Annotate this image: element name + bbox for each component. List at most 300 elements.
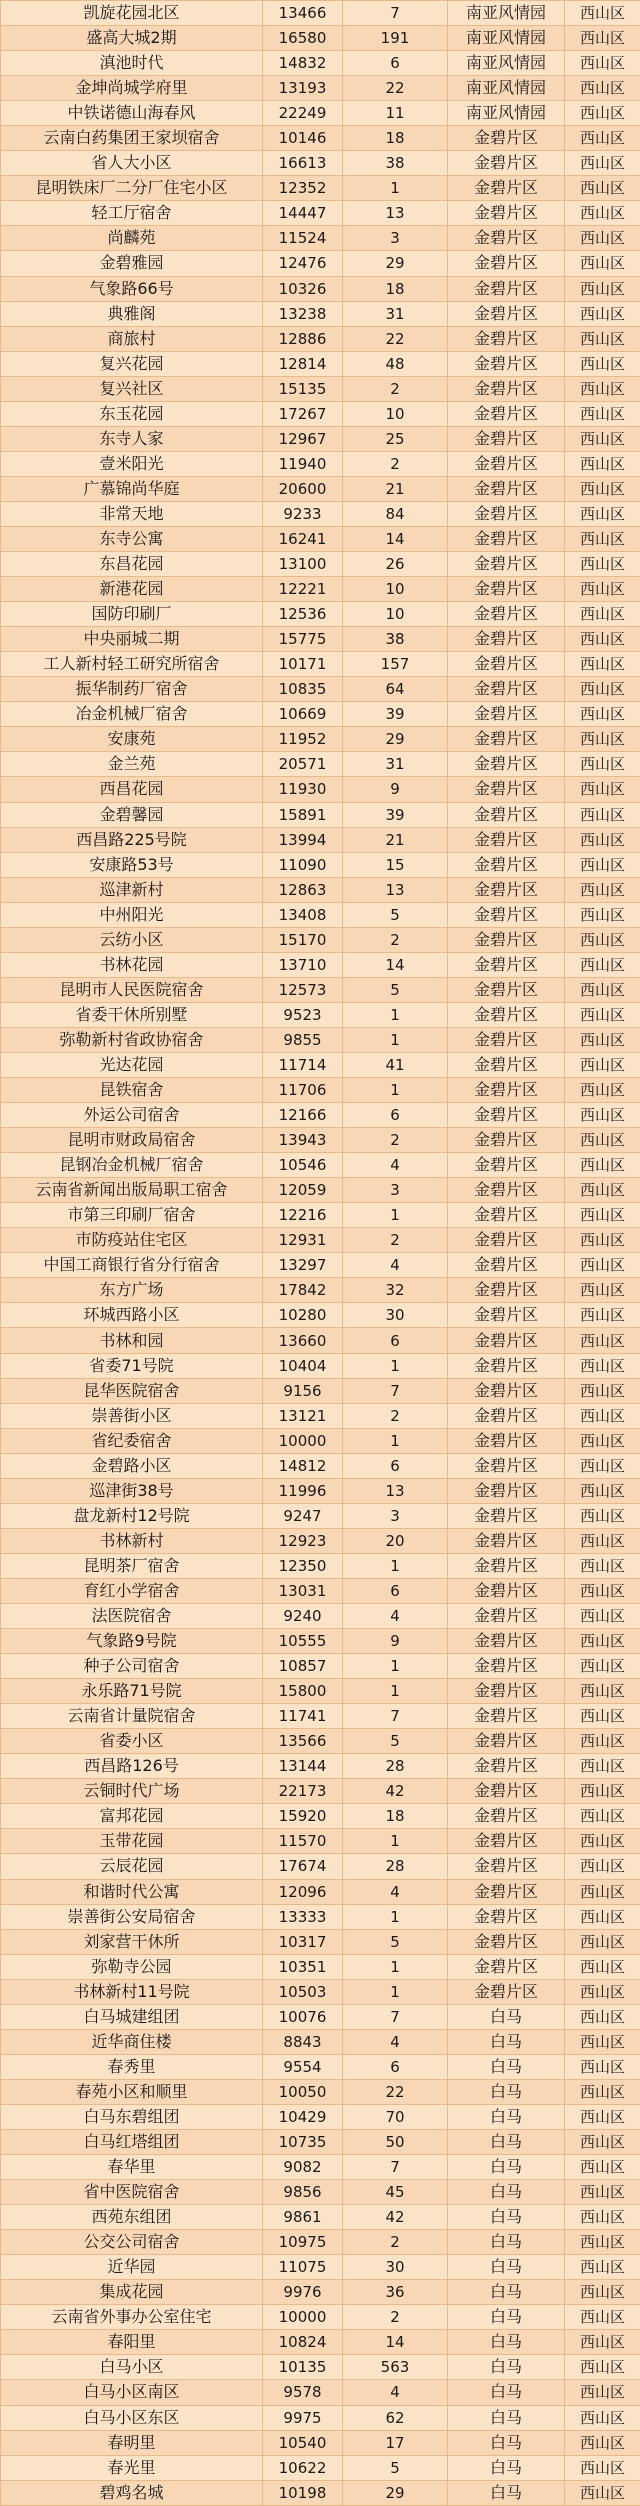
community-name-cell: 复兴花园	[1, 351, 263, 376]
table-row	[1, 727, 640, 752]
area-cell: 南亚风情园	[448, 76, 565, 101]
listing-count-cell: 9	[343, 777, 448, 802]
community-name-cell: 省委小区	[1, 1729, 263, 1754]
listing-count-cell: 5	[343, 2455, 448, 2480]
table-row	[1, 1553, 640, 1578]
community-name-cell: 外运公司宿舍	[1, 1103, 263, 1128]
district-cell: 西山区	[565, 927, 640, 952]
area-cell: 金碧片区	[448, 702, 565, 727]
district-cell: 西山区	[565, 752, 640, 777]
table-row	[1, 76, 640, 101]
listing-count-cell: 2	[343, 927, 448, 952]
listing-count-cell: 31	[343, 301, 448, 326]
community-name-cell: 书林新村11号院	[1, 1979, 263, 2004]
table-row	[1, 176, 640, 201]
area-cell: 金碧片区	[448, 1578, 565, 1603]
area-cell: 南亚风情园	[448, 1, 565, 26]
table-row	[1, 1328, 640, 1353]
listing-count-cell: 7	[343, 2155, 448, 2180]
unit-price-cell: 10835	[263, 677, 343, 702]
area-cell: 金碧片区	[448, 1929, 565, 1954]
district-cell: 西山区	[565, 476, 640, 501]
listing-count-cell: 4	[343, 1604, 448, 1629]
district-cell: 西山区	[565, 1353, 640, 1378]
table-row	[1, 1303, 640, 1328]
listing-count-cell: 3	[343, 1178, 448, 1203]
community-name-cell: 种子公司宿舍	[1, 1654, 263, 1679]
community-name-cell: 书林新村	[1, 1528, 263, 1553]
community-name-cell: 春华里	[1, 2155, 263, 2180]
district-cell: 西山区	[565, 1729, 640, 1754]
unit-price-cell: 10198	[263, 2480, 343, 2505]
listing-count-cell: 70	[343, 2104, 448, 2129]
area-cell: 白马	[448, 2455, 565, 2480]
unit-price-cell: 9578	[263, 2380, 343, 2405]
area-cell: 金碧片区	[448, 1478, 565, 1503]
listing-count-cell: 29	[343, 727, 448, 752]
listing-count-cell: 39	[343, 802, 448, 827]
area-cell: 金碧片区	[448, 351, 565, 376]
community-name-cell: 巡津街38号	[1, 1478, 263, 1503]
community-name-cell: 尚麟苑	[1, 226, 263, 251]
listing-count-cell: 13	[343, 877, 448, 902]
unit-price-cell: 9861	[263, 2205, 343, 2230]
listing-count-cell: 41	[343, 1052, 448, 1077]
area-cell: 金碧片区	[448, 1503, 565, 1528]
district-cell: 西山区	[565, 76, 640, 101]
district-cell: 西山区	[565, 2380, 640, 2405]
district-cell: 西山区	[565, 727, 640, 752]
district-cell: 西山区	[565, 1178, 640, 1203]
district-cell: 西山区	[565, 126, 640, 151]
table-row	[1, 627, 640, 652]
district-cell: 西山区	[565, 2430, 640, 2455]
community-name-cell: 弥勒寺公园	[1, 1954, 263, 1979]
table-row	[1, 927, 640, 952]
listing-count-cell: 18	[343, 276, 448, 301]
area-cell: 金碧片区	[448, 476, 565, 501]
table-row	[1, 1478, 640, 1503]
listing-count-cell: 1	[343, 176, 448, 201]
listing-count-cell: 2	[343, 1228, 448, 1253]
table-row	[1, 2405, 640, 2430]
district-cell: 西山区	[565, 226, 640, 251]
unit-price-cell: 13466	[263, 1, 343, 26]
table-row	[1, 1879, 640, 1904]
unit-price-cell: 11741	[263, 1704, 343, 1729]
listing-count-cell: 6	[343, 1453, 448, 1478]
area-cell: 白马	[448, 2129, 565, 2154]
community-name-cell: 省纪委宿舍	[1, 1428, 263, 1453]
table-row	[1, 1754, 640, 1779]
table-row	[1, 526, 640, 551]
listing-count-cell: 28	[343, 1754, 448, 1779]
unit-price-cell: 13408	[263, 902, 343, 927]
listing-count-cell: 6	[343, 2054, 448, 2079]
community-name-cell: 典雅阁	[1, 301, 263, 326]
unit-price-cell: 11930	[263, 777, 343, 802]
listing-count-cell: 25	[343, 426, 448, 451]
listing-count-cell: 21	[343, 827, 448, 852]
unit-price-cell: 12573	[263, 977, 343, 1002]
table-row	[1, 2230, 640, 2255]
district-cell: 西山区	[565, 351, 640, 376]
community-name-cell: 昆明茶厂宿舍	[1, 1553, 263, 1578]
unit-price-cell: 9233	[263, 501, 343, 526]
unit-price-cell: 10735	[263, 2129, 343, 2154]
unit-price-cell: 12476	[263, 251, 343, 276]
district-cell: 西山区	[565, 2079, 640, 2104]
table-row	[1, 2380, 640, 2405]
area-cell: 金碧片区	[448, 1879, 565, 1904]
district-cell: 西山区	[565, 602, 640, 627]
community-name-cell: 光达花园	[1, 1052, 263, 1077]
listing-count-cell: 5	[343, 977, 448, 1002]
listing-count-cell: 84	[343, 501, 448, 526]
area-cell: 金碧片区	[448, 1253, 565, 1278]
table-body	[1, 1, 640, 2506]
district-cell: 西山区	[565, 677, 640, 702]
community-name-cell: 春明里	[1, 2430, 263, 2455]
listing-count-cell: 48	[343, 351, 448, 376]
district-cell: 西山区	[565, 1103, 640, 1128]
table-row	[1, 1954, 640, 1979]
district-cell: 西山区	[565, 1629, 640, 1654]
table-row	[1, 351, 640, 376]
community-name-cell: 昆钢冶金机械厂宿舍	[1, 1153, 263, 1178]
area-cell: 金碧片区	[448, 1453, 565, 1478]
community-name-cell: 金碧路小区	[1, 1453, 263, 1478]
table-row	[1, 2104, 640, 2129]
district-cell: 西山区	[565, 2029, 640, 2054]
district-cell: 西山区	[565, 1679, 640, 1704]
table-row	[1, 401, 640, 426]
listing-count-cell: 1	[343, 1679, 448, 1704]
area-cell: 金碧片区	[448, 652, 565, 677]
listing-count-cell: 2	[343, 1403, 448, 1428]
district-cell: 西山区	[565, 2129, 640, 2154]
table-row	[1, 2255, 640, 2280]
area-cell: 金碧片区	[448, 777, 565, 802]
area-cell: 金碧片区	[448, 201, 565, 226]
listing-count-cell: 13	[343, 1478, 448, 1503]
district-cell: 西山区	[565, 26, 640, 51]
listing-count-cell: 7	[343, 1378, 448, 1403]
table-row	[1, 752, 640, 777]
community-name-cell: 玉带花园	[1, 1829, 263, 1854]
listing-count-cell: 3	[343, 1503, 448, 1528]
listing-count-cell: 14	[343, 526, 448, 551]
listing-count-cell: 157	[343, 652, 448, 677]
area-cell: 白马	[448, 2155, 565, 2180]
district-cell: 西山区	[565, 1478, 640, 1503]
district-cell: 西山区	[565, 201, 640, 226]
unit-price-cell: 8843	[263, 2029, 343, 2054]
unit-price-cell: 10857	[263, 1654, 343, 1679]
area-cell: 白马	[448, 2104, 565, 2129]
area-cell: 白马	[448, 2054, 565, 2079]
community-name-cell: 气象路9号院	[1, 1629, 263, 1654]
table-row	[1, 301, 640, 326]
district-cell: 西山区	[565, 2180, 640, 2205]
area-cell: 金碧片区	[448, 301, 565, 326]
area-cell: 金碧片区	[448, 1178, 565, 1203]
unit-price-cell: 11706	[263, 1078, 343, 1103]
area-cell: 金碧片区	[448, 852, 565, 877]
table-row	[1, 1428, 640, 1453]
community-name-cell: 国防印刷厂	[1, 602, 263, 627]
community-name-cell: 白马红塔组团	[1, 2129, 263, 2154]
listing-count-cell: 10	[343, 577, 448, 602]
unit-price-cell: 10000	[263, 2305, 343, 2330]
unit-price-cell: 12814	[263, 351, 343, 376]
district-cell: 西山区	[565, 1528, 640, 1553]
unit-price-cell: 12536	[263, 602, 343, 627]
unit-price-cell: 11940	[263, 451, 343, 476]
district-cell: 西山区	[565, 827, 640, 852]
unit-price-cell: 12096	[263, 1879, 343, 1904]
district-cell: 西山区	[565, 1854, 640, 1879]
table-row	[1, 1528, 640, 1553]
listing-count-cell: 62	[343, 2405, 448, 2430]
table-row	[1, 1278, 640, 1303]
area-cell: 金碧片区	[448, 902, 565, 927]
community-name-cell: 东寺人家	[1, 426, 263, 451]
unit-price-cell: 10171	[263, 652, 343, 677]
table-row	[1, 1604, 640, 1629]
listing-count-cell: 563	[343, 2355, 448, 2380]
area-cell: 金碧片区	[448, 326, 565, 351]
area-cell: 金碧片区	[448, 1002, 565, 1027]
unit-price-cell: 10280	[263, 1303, 343, 1328]
area-cell: 白马	[448, 2280, 565, 2305]
listing-count-cell: 6	[343, 1103, 448, 1128]
unit-price-cell: 12059	[263, 1178, 343, 1203]
listing-count-cell: 4	[343, 2380, 448, 2405]
listing-count-cell: 30	[343, 2255, 448, 2280]
community-name-cell: 育红小学宿舍	[1, 1578, 263, 1603]
district-cell: 西山区	[565, 1002, 640, 1027]
area-cell: 金碧片区	[448, 1027, 565, 1052]
district-cell: 西山区	[565, 1, 640, 26]
community-name-cell: 盘龙新村12号院	[1, 1503, 263, 1528]
district-cell: 西山区	[565, 1027, 640, 1052]
district-cell: 西山区	[565, 1879, 640, 1904]
district-cell: 西山区	[565, 952, 640, 977]
table-row	[1, 902, 640, 927]
table-row	[1, 1779, 640, 1804]
table-row	[1, 602, 640, 627]
table-row	[1, 26, 640, 51]
table-row	[1, 1629, 640, 1654]
district-cell: 西山区	[565, 2104, 640, 2129]
table-row	[1, 777, 640, 802]
table-row	[1, 476, 640, 501]
area-cell: 金碧片区	[448, 1078, 565, 1103]
listing-count-cell: 20	[343, 1528, 448, 1553]
district-cell: 西山区	[565, 1553, 640, 1578]
community-name-cell: 白马小区东区	[1, 2405, 263, 2430]
listing-count-cell: 6	[343, 1328, 448, 1353]
area-cell: 金碧片区	[448, 1629, 565, 1654]
listing-count-cell: 13	[343, 201, 448, 226]
area-cell: 白马	[448, 2255, 565, 2280]
table-row	[1, 2079, 640, 2104]
area-cell: 金碧片区	[448, 952, 565, 977]
community-name-cell: 云纺小区	[1, 927, 263, 952]
community-name-cell: 市第三印刷厂宿舍	[1, 1203, 263, 1228]
area-cell: 金碧片区	[448, 1804, 565, 1829]
community-name-cell: 工人新村轻工研究所宿舍	[1, 652, 263, 677]
table-row	[1, 151, 640, 176]
area-cell: 金碧片区	[448, 977, 565, 1002]
community-name-cell: 中铁诺德山海春风	[1, 101, 263, 126]
district-cell: 西山区	[565, 777, 640, 802]
unit-price-cell: 12967	[263, 426, 343, 451]
table-row	[1, 1052, 640, 1077]
area-cell: 南亚风情园	[448, 101, 565, 126]
district-cell: 西山区	[565, 802, 640, 827]
community-name-cell: 云南省新闻出版局职工宿舍	[1, 1178, 263, 1203]
area-cell: 金碧片区	[448, 1829, 565, 1854]
table-row	[1, 1979, 640, 2004]
listing-count-cell: 50	[343, 2129, 448, 2154]
area-cell: 金碧片区	[448, 251, 565, 276]
community-name-cell: 安康苑	[1, 727, 263, 752]
community-name-cell: 春秀里	[1, 2054, 263, 2079]
listing-count-cell: 31	[343, 752, 448, 777]
area-cell: 金碧片区	[448, 276, 565, 301]
district-cell: 西山区	[565, 2205, 640, 2230]
area-cell: 金碧片区	[448, 1904, 565, 1929]
area-cell: 南亚风情园	[448, 51, 565, 76]
area-cell: 金碧片区	[448, 1779, 565, 1804]
listing-count-cell: 7	[343, 1704, 448, 1729]
community-name-cell: 白马小区南区	[1, 2380, 263, 2405]
table-row	[1, 1578, 640, 1603]
district-cell: 西山区	[565, 1203, 640, 1228]
district-cell: 西山区	[565, 401, 640, 426]
unit-price-cell: 10546	[263, 1153, 343, 1178]
unit-price-cell: 15775	[263, 627, 343, 652]
area-cell: 金碧片区	[448, 151, 565, 176]
area-cell: 金碧片区	[448, 1654, 565, 1679]
listing-count-cell: 1	[343, 1979, 448, 2004]
community-name-cell: 春阳里	[1, 2330, 263, 2355]
unit-price-cell: 10975	[263, 2230, 343, 2255]
listing-count-cell: 6	[343, 1578, 448, 1603]
table-row	[1, 1253, 640, 1278]
district-cell: 西山区	[565, 1253, 640, 1278]
unit-price-cell: 10146	[263, 126, 343, 151]
area-cell: 金碧片区	[448, 1303, 565, 1328]
district-cell: 西山区	[565, 1578, 640, 1603]
unit-price-cell: 14447	[263, 201, 343, 226]
community-name-cell: 近华商住楼	[1, 2029, 263, 2054]
area-cell: 白马	[448, 2480, 565, 2505]
area-cell: 金碧片区	[448, 927, 565, 952]
district-cell: 西山区	[565, 176, 640, 201]
district-cell: 西山区	[565, 1428, 640, 1453]
listing-count-cell: 4	[343, 1253, 448, 1278]
community-name-cell: 冶金机械厂宿舍	[1, 702, 263, 727]
table-row	[1, 51, 640, 76]
community-name-cell: 省委干休所别墅	[1, 1002, 263, 1027]
district-cell: 西山区	[565, 2255, 640, 2280]
unit-price-cell: 9156	[263, 1378, 343, 1403]
listing-count-cell: 36	[343, 2280, 448, 2305]
listing-count-cell: 9	[343, 1629, 448, 1654]
community-name-cell: 中央丽城二期	[1, 627, 263, 652]
community-name-cell: 中州阳光	[1, 902, 263, 927]
unit-price-cell: 12923	[263, 1528, 343, 1553]
district-cell: 西山区	[565, 2480, 640, 2505]
district-cell: 西山区	[565, 501, 640, 526]
table-row	[1, 877, 640, 902]
area-cell: 白马	[448, 2205, 565, 2230]
district-cell: 西山区	[565, 2230, 640, 2255]
table-row	[1, 1503, 640, 1528]
listing-count-cell: 18	[343, 126, 448, 151]
community-name-cell: 昆明铁床厂二分厂住宅小区	[1, 176, 263, 201]
listing-count-cell: 10	[343, 401, 448, 426]
table-row	[1, 2029, 640, 2054]
community-name-cell: 白马小区	[1, 2355, 263, 2380]
listing-count-cell: 14	[343, 2330, 448, 2355]
area-cell: 金碧片区	[448, 1203, 565, 1228]
district-cell: 西山区	[565, 1078, 640, 1103]
district-cell: 西山区	[565, 2305, 640, 2330]
unit-price-cell: 10076	[263, 2004, 343, 2029]
listing-count-cell: 17	[343, 2430, 448, 2455]
unit-price-cell: 9523	[263, 1002, 343, 1027]
table-row	[1, 577, 640, 602]
community-name-cell: 安康路53号	[1, 852, 263, 877]
unit-price-cell: 10317	[263, 1929, 343, 1954]
unit-price-cell: 13660	[263, 1328, 343, 1353]
district-cell: 西山区	[565, 1754, 640, 1779]
district-cell: 西山区	[565, 1228, 640, 1253]
district-cell: 西山区	[565, 1954, 640, 1979]
district-cell: 西山区	[565, 326, 640, 351]
community-name-cell: 春苑小区和顺里	[1, 2079, 263, 2104]
district-cell: 西山区	[565, 1052, 640, 1077]
community-name-cell: 盛高大城2期	[1, 26, 263, 51]
community-name-cell: 云南省计量院宿舍	[1, 1704, 263, 1729]
listing-count-cell: 21	[343, 476, 448, 501]
district-cell: 西山区	[565, 652, 640, 677]
listing-count-cell: 191	[343, 26, 448, 51]
table-row	[1, 2180, 640, 2205]
table-row	[1, 852, 640, 877]
community-name-cell: 春光里	[1, 2455, 263, 2480]
area-cell: 金碧片区	[448, 627, 565, 652]
area-cell: 金碧片区	[448, 1328, 565, 1353]
table-row	[1, 326, 640, 351]
table-row	[1, 451, 640, 476]
table-row	[1, 2054, 640, 2079]
community-name-cell: 轻工厅宿舍	[1, 201, 263, 226]
community-name-cell: 壹米阳光	[1, 451, 263, 476]
table-row	[1, 952, 640, 977]
table-row	[1, 2004, 640, 2029]
table-row	[1, 977, 640, 1002]
community-name-cell: 中国工商银行省分行宿舍	[1, 1253, 263, 1278]
unit-price-cell: 9855	[263, 1027, 343, 1052]
community-name-cell: 西昌路126号	[1, 1754, 263, 1779]
table-row	[1, 1704, 640, 1729]
district-cell: 西山区	[565, 1303, 640, 1328]
